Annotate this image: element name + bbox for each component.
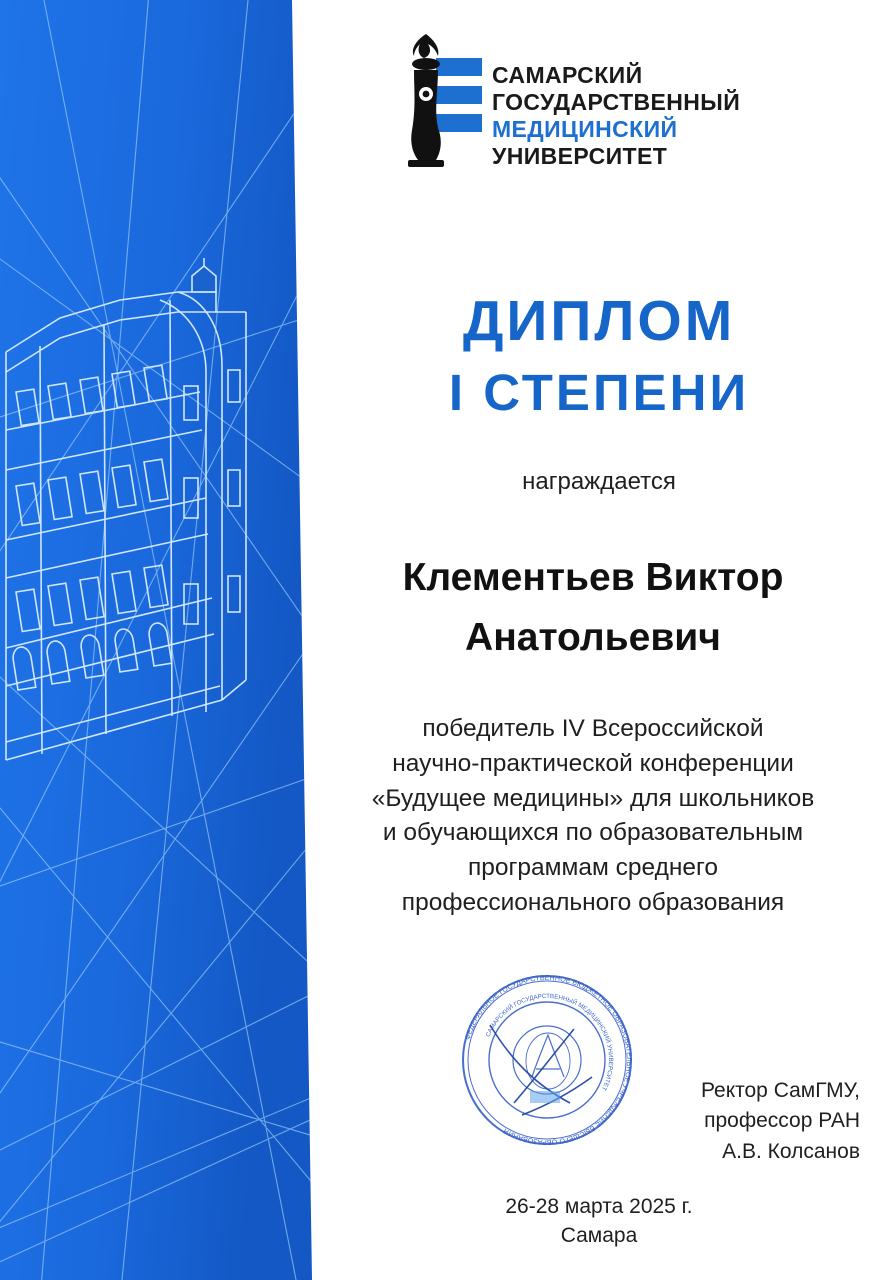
signature-block	[560, 1076, 860, 1167]
logo-line-2: ГОСУДАРСТВЕННЫЙ	[492, 89, 741, 116]
diploma-title: ДИПЛОМ	[462, 289, 736, 353]
signature-line2: профессор РАН	[704, 1109, 860, 1133]
award-description-line2: научно-практической конференции	[392, 749, 794, 777]
award-description-line6: профессионального образования	[401, 888, 785, 916]
university-logo-text	[492, 62, 812, 171]
award-description	[300, 712, 886, 921]
recipient-name-line1: Клементьев Виктор	[402, 556, 784, 599]
signature-line1: Ректор СамГМУ,	[700, 1079, 860, 1102]
logo-line-3: МЕДИЦИНСКИЙ	[492, 116, 678, 143]
logo-line-4: УНИВЕРСИТЕТ	[492, 143, 668, 170]
logo-line-1: САМАРСКИЙ	[492, 62, 643, 88]
award-description-line4: и обучающихся по образовательным	[382, 819, 804, 847]
signature-line3: А.В. Колсанов	[722, 1139, 860, 1163]
awarded-label: награждается	[522, 468, 676, 495]
samgmu-torch-logo-icon	[392, 32, 488, 172]
recipient-name	[300, 548, 886, 669]
award-description-line3: «Будущее медицины» для школьников	[371, 784, 815, 812]
seal-outer-text: ФЕДЕРАЛЬНОЕ ГОСУДАРСТВЕННОЕ БЮДЖЕТНОЕ ОБРАЗОВАТЕЛЬНОЕ УЧРЕЖДЕНИЕ ВЫСШЕГО ОБРАЗОВАНИЯ	[462, 972, 635, 1148]
university-logo-block	[392, 26, 812, 186]
recipient-name-line2: Анатольевич	[465, 616, 721, 660]
decorative-left-panel	[0, 0, 312, 1280]
event-footer	[312, 1192, 886, 1251]
seal-inner-text: САМАРСКИЙ ГОСУДАРСТВЕННЫЙ МЕДИЦИНСКИЙ УНИВЕРСИТЕТ	[484, 992, 615, 1092]
award-description-line5: программам среднего	[467, 854, 719, 882]
diploma-degree: I СТЕПЕНИ	[448, 364, 750, 421]
award-description-line1: победитель IV Всероссийской	[422, 715, 764, 742]
event-date: 26-28 марта 2025 г.	[505, 1195, 693, 1218]
event-city: Самара	[560, 1224, 638, 1248]
